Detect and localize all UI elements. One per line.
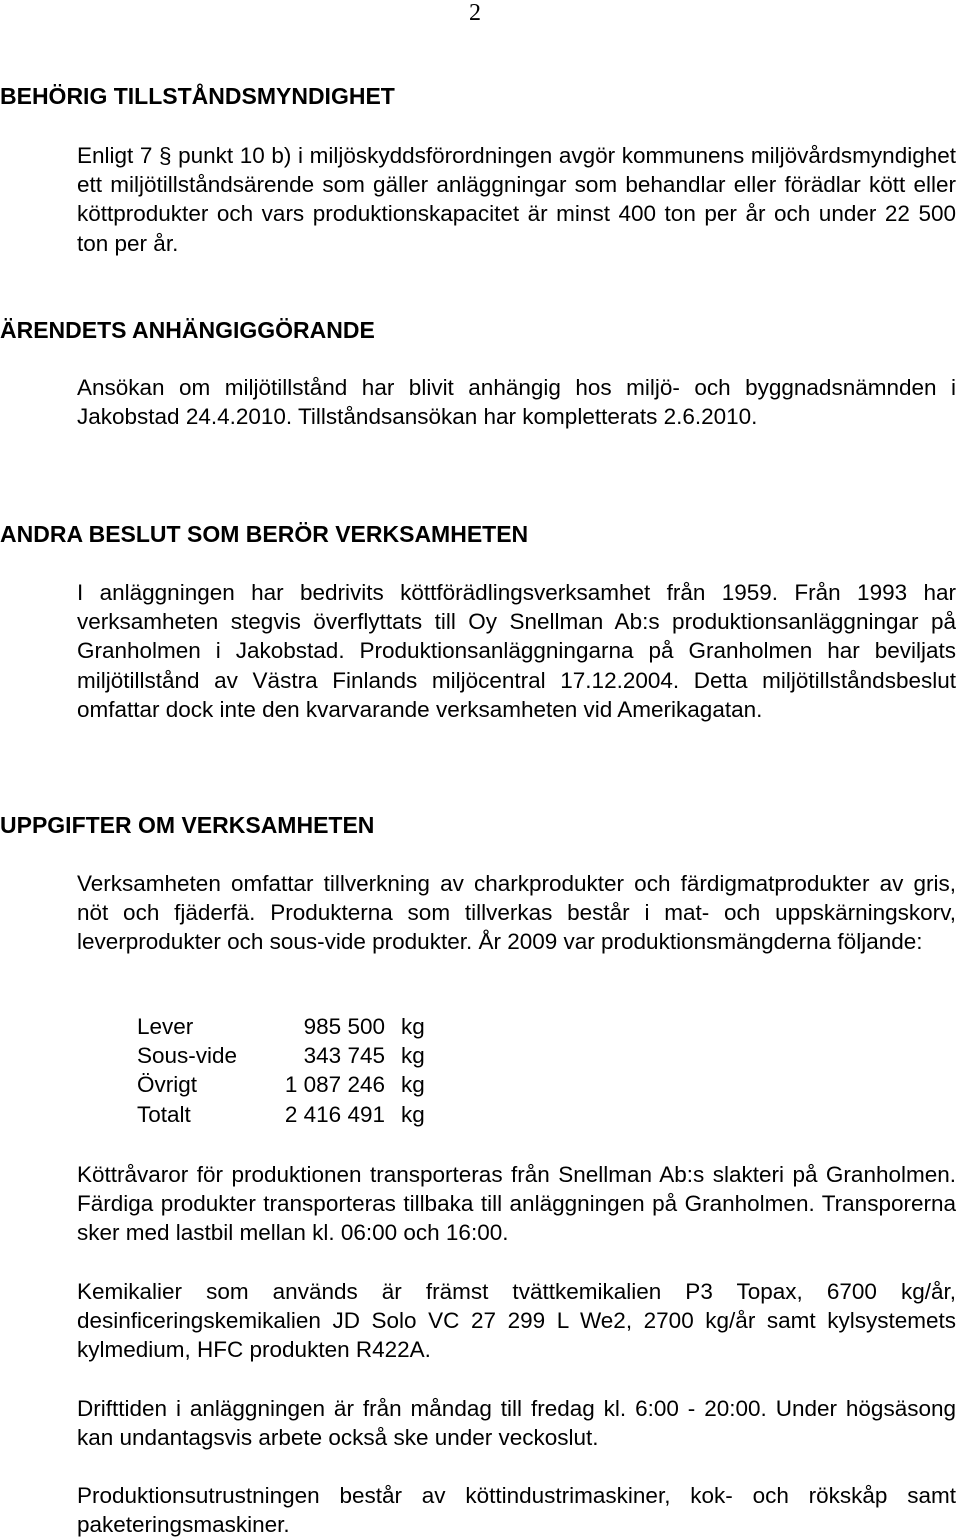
paragraph-kottravaror: Köttråvaror för produktionen transporteras från Snellman Ab:s slakteri på Granholmen. Färdiga produkter transporteras tillbaka till anläggningen på Granholmen. Transporerna sker med lastbil mellan kl. 06:00 och 16:00. <box>77 1162 956 1246</box>
heading-uppgifter-om-verksamheten: UPPGIFTER OM VERKSAMHETEN <box>0 812 375 838</box>
product-unit: kg <box>401 1043 425 1069</box>
table-row <box>137 1070 425 1099</box>
paragraph-kemikalier: Kemikalier som används är främst tvättkemikalien P3 Topax, 6700 kg/år, desinficeringskemikalien JD Solo VC 27 299 L We2, 2700 kg/år samt kylsystemets kylmedium, HFC produkten R422A. <box>77 1279 956 1363</box>
table-row <box>137 1012 425 1041</box>
product-amount: 2 416 491 <box>284 1101 385 1127</box>
product-unit: kg <box>401 1072 425 1098</box>
product-name: Lever <box>137 1014 194 1039</box>
paragraph-drifttiden: Drifttiden i anläggningen är från måndag till fredag kl. 6:00 - 20:00. Under högsäsong kan undantagsvis arbete också ske under veckoslut. <box>77 1396 956 1451</box>
product-unit: kg <box>401 1014 425 1039</box>
paragraph-behorig-tillstandsmyndighet: Enligt 7 § punkt 10 b) i miljöskyddsförordningen avgör kommunens miljövårdsmyndighet ett miljötillståndsärende som gäller anläggningar som behandlar eller förädlar kött eller köttprodukter och vars produktionskapacitet är minst 400 ton per år och under 22 500 ton per år. <box>77 143 956 256</box>
table-row <box>137 1041 425 1070</box>
heading-andra-beslut: ANDRA BESLUT SOM BERÖR VERKSAMHETEN <box>0 521 529 547</box>
paragraph-andra-beslut: I anläggningen har bedrivits köttförädlingsverksamhet från 1959. Från 1993 har verksamheten stegvis överflyttats till Oy Snellman Ab:s produktionsanläggningar på Granholmen i Jakobstad. Produktionsanläggningarna på Granholmen har beviljats miljötillstånd av Västra Finlands miljöcentral 17.12.2004. Detta miljötillståndsbeslut omfattar dock inte den kvarvarande verksamheten vid Amerikagatan. <box>77 580 956 722</box>
paragraph-produktionsutrustningen: Produktionsutrustningen består av köttindustrimaskiner, kok- och rökskåp samt paketeringsmaskiner. <box>77 1483 956 1538</box>
production-table <box>137 1012 425 1129</box>
product-name: Sous-vide <box>137 1043 238 1069</box>
heading-behorig-tillstandsmyndighet: BEHÖRIG TILLSTÅNDSMYNDIGHET <box>0 83 395 109</box>
product-amount: 1 087 246 <box>284 1072 385 1098</box>
heading-arendets-anhangiggorande: ÄRENDETS ANHÄNGIGGÖRANDE <box>0 317 375 343</box>
product-amount: 343 745 <box>303 1043 385 1069</box>
product-unit: kg <box>401 1101 425 1127</box>
page-number: 2 <box>469 0 481 26</box>
product-name: Övrigt <box>137 1072 198 1098</box>
paragraph-verksamheten-omfattar: Verksamheten omfattar tillverkning av charkprodukter och färdigmatprodukter av gris, nöt och fjäderfä. Produkterna som tillverkas består i mat- och uppskärningskorv, leverprodukter och sous-vide produkter. År 2009 var produktionsmängderna följande: <box>77 871 956 955</box>
product-name: Totalt <box>137 1101 191 1127</box>
table-row <box>137 1100 425 1129</box>
paragraph-arendets-anhangiggorande: Ansökan om miljötillstånd har blivit anhängig hos miljö- och byggnadsnämnden i Jakobstad 24.4.2010. Tillståndsansökan har kompletterats 2.6.2010. <box>77 375 956 430</box>
product-amount: 985 500 <box>303 1014 385 1039</box>
